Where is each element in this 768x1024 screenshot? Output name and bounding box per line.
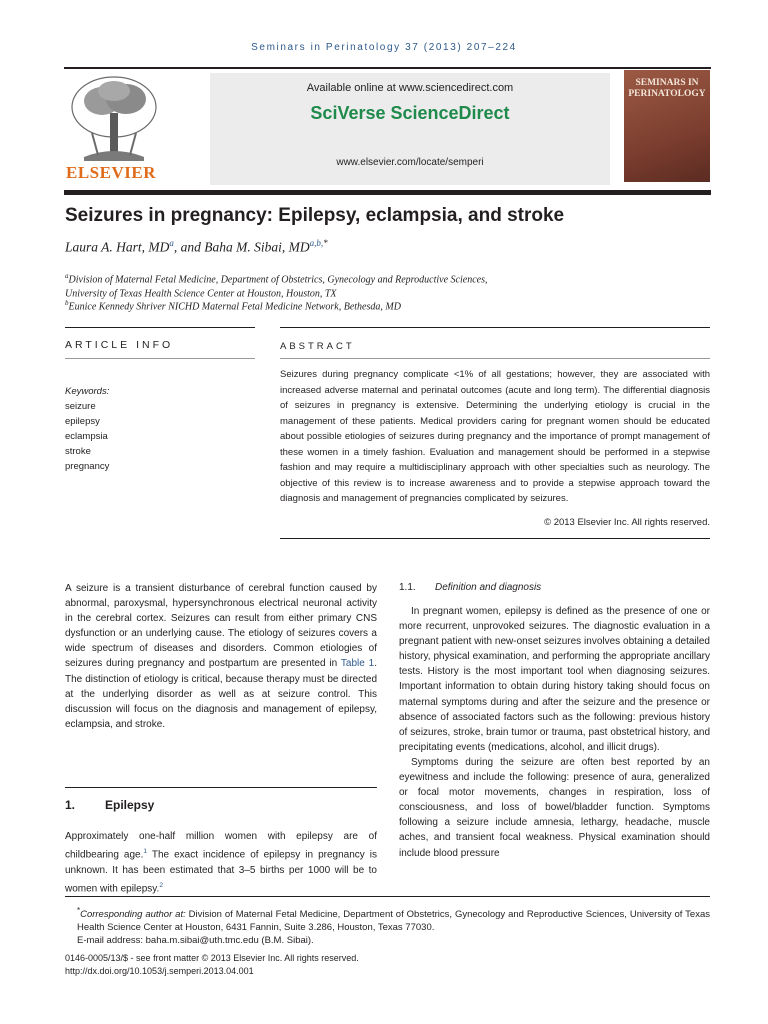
subsection-heading: 1.1. Definition and diagnosis (399, 582, 542, 593)
keyword[interactable]: seizure (65, 401, 96, 412)
affiliation: $^a$Division of Maternal Fetal Medicine, Department of Obstetrics, Gynecology and Reproductive Sciences, (65, 272, 488, 286)
table-1-link[interactable]: Table 1 (340, 658, 375, 670)
journal-citation: Seminars in Perinatology 37 (2013) 207–224 (251, 42, 517, 53)
abstract-subrule (280, 358, 710, 359)
definition-paragraphs (399, 604, 710, 861)
available-online-text: Available online at www.sciencedirect.com (306, 82, 514, 94)
paragraph: In pregnant women, epilepsy is defined as the presence of one or more recurrent, unprovoked seizures. The diagnostic evaluation in a pregnant patient with new-onset seizures involves obtaining a detailed history, physical examination, and performing the appropriate ancillary tests. History is the most important tool when diagnosing seizures. Important information to obtain during history taking should focus on maternal symptoms during and after the seizure and the presence or absence of associated factors such as the following: previous history of seizures, stroke, brain tumor or trauma, past obstetrical history, and precipitating events (medications, alcohol, and illicit drugs). (399, 606, 710, 753)
section-rule (65, 787, 377, 788)
section-heading-epilepsy: 1. Epilepsy (65, 798, 155, 812)
keyword[interactable]: eclampsia (65, 431, 108, 442)
publisher-wordmark: ELSEVIER (66, 163, 156, 182)
doi-link[interactable]: http://dx.doi.org/10.1053/j.semperi.2013.04.001 (65, 966, 254, 976)
header-rule-top (64, 67, 711, 69)
front-matter: 0146-0005/13/$ - see front matter © 2013 Elsevier Inc. All rights reserved. http://dx.doi.org/10.1053/j.semperi.2013.04.001 (65, 953, 359, 976)
reference-link[interactable]: 1 (143, 848, 148, 856)
article-info-rule (65, 327, 255, 328)
article-info-heading: ARTICLE INFO (65, 339, 174, 351)
email-address[interactable]: E-mail address: baha.m.sibai@uth.tmc.edu (B.M. Sibai). (77, 935, 314, 947)
author-name: Laura A. Hart, MD (65, 239, 170, 255)
keyword[interactable]: stroke (65, 446, 91, 457)
affiliation-marker[interactable]: a (169, 238, 174, 248)
journal-cover-title: SEMINARS IN PERINATOLOGY (628, 78, 706, 99)
footnote-rule (65, 896, 710, 897)
article-title: Seizures in pregnancy: Epilepsy, eclampsia, and stroke (65, 205, 565, 226)
keyword[interactable]: epilepsy (65, 416, 100, 427)
reference-link[interactable]: 2 (159, 881, 163, 889)
abstract-rule (280, 327, 710, 328)
abstract-heading: ABSTRACT (280, 341, 355, 352)
epilepsy-paragraph: Approximately one-half million women with epilepsy are of childbearing age.$^1$ The exact incidence of epilepsy in pregnancy is unknown. It has been estimated that 3–5 births per 1000 will be to women with epilepsy.$^2$ (65, 831, 377, 894)
affiliation: $^b$Eunice Kennedy Shriver NICHD Maternal Fetal Medicine Network, Bethesda, MD (65, 299, 401, 313)
paragraph: Symptoms during the seizure are often best reported by an eyewitness and include the following: presence of aura, generalized or focal motor movements, changes in respiration, loss of consciousness, and loss of bowel/bladder function. Symptoms following a seizure include amnesia, lethargy, headache, muscle aches, and transient focal weakness. Physical examination should include blood pressure (399, 756, 710, 859)
author-list (65, 238, 328, 256)
affiliation: University of Texas Health Science Center at Houston, Houston, TX (65, 288, 337, 300)
affiliation-marker[interactable]: a,b, (309, 238, 324, 248)
corresponding-author-marker[interactable]: * (323, 238, 328, 248)
corresponding-author-footnote: *Corresponding author at: Division of Maternal Fetal Medicine, Department of Obstetrics, Gynecology and Reproductive Sciences, University of Texas Health Science Center at Houston, 6431 Fannin, Suite 3.286, Houston, Texas 77030. E-mail address: baha.m.sibai@uth.tmc.edu (B.M. Sibai). (65, 904, 710, 947)
article-info-subrule (65, 358, 255, 359)
abstract-end-rule (280, 538, 710, 539)
journal-url[interactable]: www.elsevier.com/locate/semperi (336, 157, 484, 168)
author-separator: , and (173, 239, 205, 255)
header-rule-bottom (64, 190, 711, 195)
sciencedirect-brand: SciVerse ScienceDirect (310, 103, 510, 123)
keyword[interactable]: pregnancy (65, 461, 110, 472)
abstract-copyright: © 2013 Elsevier Inc. All rights reserved. (544, 517, 710, 528)
intro-paragraph: A seizure is a transient disturbance of cerebral function caused by abnormal, paroxysmal, hypersynchronous electrical neuronal activity in the cerebral cortex. Seizures can result from either primary CNS dysfunction or an underlying cause. The etiology of seizures covers a wide spectrum of diseases and disorders. Common etiologies of seizures during pregnancy and postpartum are presented in Table 1. The distinction of etiology is critical, because therapy must be directed at the underlying disorder as well as at seizure control. This discussion will focus on the diagnosis and management of epilepsy, eclampsia, and stroke. (65, 583, 378, 730)
abstract-text: Seizures during pregnancy complicate <1% of all gestations; however, they are associated with increased adverse maternal and perinatal outcomes (acute and long term). The differential diagnosis of seizures in pregnancy is extensive. Determining the underlying etiology is crucial in the management of these patients. Medical providers caring for pregnant women should be educated about possible etiologies of seizures during pregnancy and the importance of prompt management of these women in a timely fashion. Evaluation and management should be performed in a stepwise fashion and may require a multidisciplinary approach with other specialties such as neurology. The objective of this review is to increase awareness and to provide a stepwise approach toward the diagnosis and management of pregnancies complicated by seizures. (280, 369, 710, 504)
keywords-label: Keywords: (65, 386, 110, 397)
author-name: Baha M. Sibai, MD (204, 239, 310, 255)
